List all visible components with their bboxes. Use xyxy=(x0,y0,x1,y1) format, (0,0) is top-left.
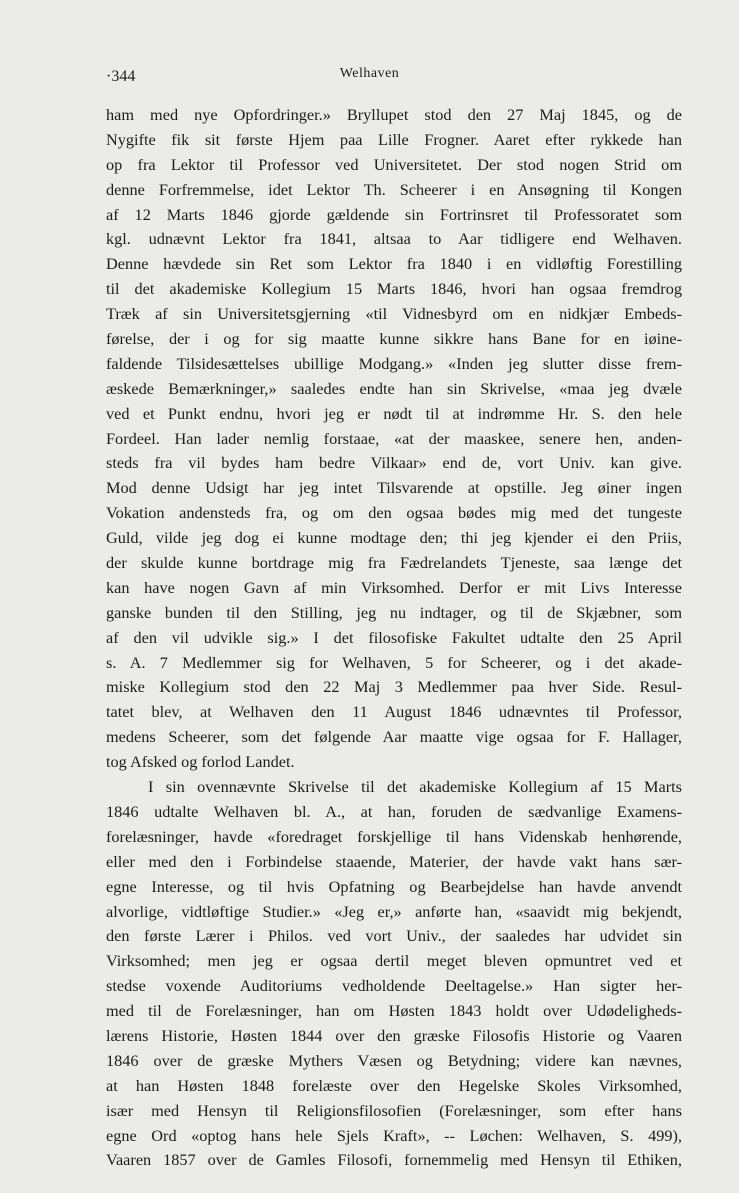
text-line: alvorlige, vidtløftige Studier.» «Jeg er,» anførte han, «saavidt mig bekjendt, xyxy=(106,901,682,921)
text-line: Vokation andensteds fra, og om den ogsaa bødes mig med det tungeste xyxy=(106,503,682,523)
text-line: at han Høsten 1848 forelæste over den Hegelske Skoles Virksomhed, xyxy=(106,1075,682,1095)
text-line: Denne hævdede sin Ret som Lektor fra 1840 i en vidløftig Forestilling xyxy=(106,254,682,274)
text-line: ved et Punkt endnu, hvori jeg er nødt til at indrømme Hr. S. den hele xyxy=(106,403,682,423)
paragraph-start-line: I sin ovennævnte Skrivelse til det akademiske Kollegium af 15 Marts xyxy=(148,777,682,797)
text-line: Træk af sin Universitetsgjerning «til Vidnesbyrd om en nidkjær Embeds- xyxy=(106,304,682,324)
text-line: kgl. udnævnt Lektor fra 1841, altsaa to Aar tidligere end Welhaven. xyxy=(106,229,682,249)
text-line: forelæsninger, havde «foredraget forskjellige til hans Videnskab henhørende, xyxy=(106,826,682,846)
text-line: Nygifte fik sit første Hjem paa Lille Frogner. Aaret efter rykkede han xyxy=(106,129,682,149)
text-line: kan have nogen Gavn af min Virksomhed. Derfor er mit Livs Interesse xyxy=(106,577,682,597)
text-line: medens Scheerer, som det følgende Aar maatte vige ogsaa for F. Hallager, xyxy=(106,727,682,747)
text-line: der skulde kunne bortdrage mig fra Fædrelandets Tjeneste, saa længe det xyxy=(106,553,682,573)
text-line: af den vil udvikle sig.» I det filosofiske Fakultet udtalte den 25 April xyxy=(106,627,682,647)
text-line: ganske bunden til den Stilling, jeg nu indtager, og til de Skjæbner, som xyxy=(106,602,682,622)
text-line: faldende Tilsidesættelses ubillige Modgang.» «Inden jeg slutter disse frem- xyxy=(106,353,682,373)
text-line: især med Hensyn til Religionsfilosofien (Forelæsninger, som efter hans xyxy=(106,1100,682,1120)
text-line: op fra Lektor til Professor ved Universitetet. Der stod nogen Strid om xyxy=(106,154,682,174)
text-line: Virksomhed; men jeg er ogsaa dertil meget bleven opmuntret ved et xyxy=(106,951,682,971)
text-line: Mod denne Udsigt har jeg intet Tilsvarende at opstille. Jeg øiner ingen xyxy=(106,478,682,498)
text-line: egne Interesse, og til hvis Opfatning og Bearbejdelse han havde anvendt xyxy=(106,876,682,896)
text-line: Vaaren 1857 over de Gamles Filosofi, fornemmelig med Hensyn til Ethiken, xyxy=(106,1150,682,1170)
text-line: Guld, vilde jeg dog ei kunne modtage den; thi jeg kjender ei den Priis, xyxy=(106,528,682,548)
text-line: 1846 over de græske Mythers Væsen og Betydning; videre kan nævnes, xyxy=(106,1050,682,1070)
text-line: med til de Forelæsninger, han om Høsten 1843 holdt over Udødeligheds- xyxy=(106,1001,682,1021)
text-line: lærens Historie, Høsten 1844 over den græske Filosofis Historie og Vaaren xyxy=(106,1025,682,1045)
text-line: egne Ord «optog hans hele Sjels Kraft», -- Løchen: Welhaven, S. 499), xyxy=(106,1125,682,1145)
text-line: 1846 udtalte Welhaven bl. A., at han, foruden de sædvanlige Examens- xyxy=(106,801,682,821)
text-line: steds fra vil bydes ham bedre Vilkaar» end de, vort Univ. kan give. xyxy=(106,453,682,473)
text-line: miske Kollegium stod den 22 Maj 3 Medlemmer paa hver Side. Resul- xyxy=(106,677,682,697)
text-line: eller med den i Forbindelse staaende, Materier, der havde vakt hans sær- xyxy=(106,851,682,871)
text-line: æskede Bemærkninger,» saaledes endte han sin Skrivelse, «maa jeg dvæle xyxy=(106,378,682,398)
running-head: Welhaven xyxy=(339,66,400,81)
text-line: af 12 Marts 1846 gjorde gældende sin Fortrinsret til Professoratet som xyxy=(106,204,682,224)
text-line: tatet blev, at Welhaven den 11 August 1846 udnævntes til Professor, xyxy=(106,702,682,722)
paragraph-end-line: tog Afsked og forlod Landet. xyxy=(106,752,295,772)
text-line: ham med nye Opfordringer.» Bryllupet stod den 27 Maj 1845, og de xyxy=(106,105,682,124)
text-line: førelse, der i og for sig maatte kunne sikkre hans Bane for en iøine- xyxy=(106,329,682,349)
text-line: s. A. 7 Medlemmer sig for Welhaven, 5 for Scheerer, og i det akade- xyxy=(106,652,682,672)
text-line: til det akademiske Kollegium 15 Marts 1846, hvori han ogsaa fremdrog xyxy=(106,279,682,299)
text-line: den første Lærer i Philos. ved vort Univ., der saaledes har udvidet sin xyxy=(106,926,682,946)
text-line: Fordeel. Han lader nemlig forstaae, «at der maaskee, senere hen, anden- xyxy=(106,428,682,448)
text-line: stedse voxende Auditoriums vedholdende Deeltagelse.» Han sigter her- xyxy=(106,976,682,996)
body-text xyxy=(106,103,682,1173)
page-number: ·344 xyxy=(106,68,136,85)
text-line: denne Forfremmelse, idet Lektor Th. Scheerer i en Ansøgning til Kongen xyxy=(106,179,682,199)
